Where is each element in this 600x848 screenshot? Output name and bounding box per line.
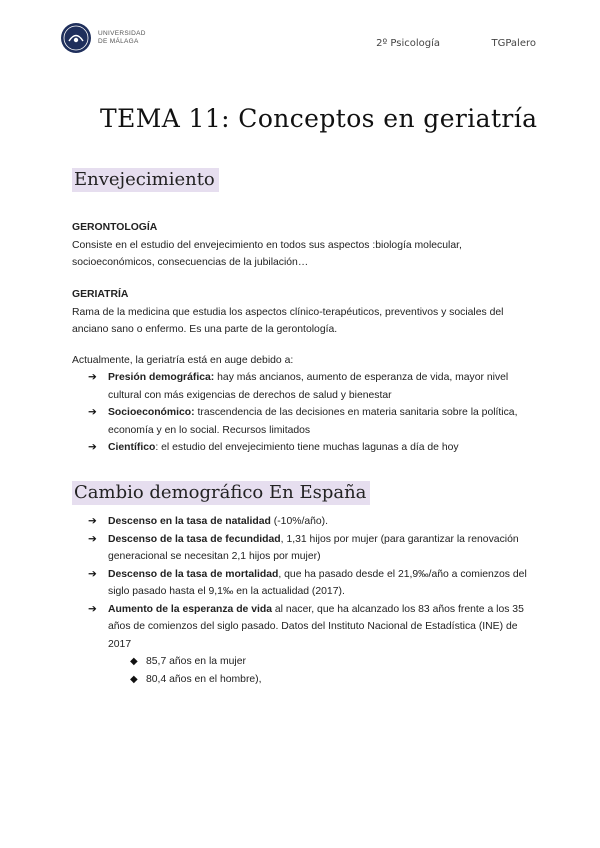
- arrow-icon: ➔: [88, 371, 97, 383]
- item-text: hay más ancianos, aumento de esperanza de vida, mayor nivel cultural con más exigencias de derechos de salud y bienestar: [108, 372, 509, 401]
- list-item: [88, 566, 533, 601]
- item-text: trascendencia de las decisiones en materia sanitaria sobre la política, economía y en lo social. Recursos limitados: [108, 407, 518, 436]
- item-text: (-10%/año).: [270, 516, 329, 527]
- item-label: Presión demográfica:: [108, 372, 215, 383]
- sub-item-text: 80,4 años en el hombre),: [146, 673, 262, 685]
- definition-text: Rama de la medicina que estudia los aspectos clínico-terapéuticos, preventivos y sociales del anciano sano o enfermo. Es una parte de la gerontología.: [72, 306, 504, 335]
- item-text: : el estudio del envejecimiento tiene muchas lagunas a día de hoy: [155, 442, 459, 453]
- list-item: [88, 601, 533, 689]
- definition-text: Consiste en el estudio del envejecimiento en todos sus aspectos :biología molecular, socioeconómicos, consecuencias de la jubilación…: [72, 239, 462, 268]
- university-seal-icon: [60, 22, 92, 54]
- logo-line-1: UNIVERSIDAD: [98, 30, 146, 37]
- arrow-icon: ➔: [88, 515, 97, 527]
- diamond-bullet-icon: ◆: [130, 673, 138, 685]
- logo-line-2: DE MÁLAGA: [98, 38, 139, 45]
- university-logo: [60, 22, 146, 54]
- sub-list-item: [126, 653, 533, 671]
- item-text: , 1,31 hijos por mujer (para garantizar la renovación generacional se necesitan 2,1 hijos por mujer): [108, 533, 519, 562]
- item-label: Científico: [108, 442, 156, 453]
- arrow-icon: ➔: [88, 441, 97, 453]
- arrow-icon: ➔: [88, 406, 97, 418]
- item-text: al nacer, que ha alcanzado los 83 años frente a los 35 años de comienzos del siglo pasado. Datos del Instituto Nacional de Estadística (INE) de 2017: [108, 603, 524, 650]
- demographic-list: [88, 513, 533, 688]
- arrow-icon: ➔: [88, 532, 97, 545]
- section-heading-cambio-demografico: Cambio demográfico En España: [72, 481, 370, 505]
- sub-list-item: [126, 671, 533, 689]
- arrow-icon: ➔: [88, 602, 97, 615]
- page-title: TEMA 11: Conceptos en geriatría: [100, 104, 538, 133]
- sub-item-text: 85,7 años en la mujer: [146, 656, 246, 667]
- list-item: [88, 531, 533, 566]
- list-item: [88, 439, 533, 457]
- author-label: TGPalero: [491, 38, 536, 49]
- intro-paragraph: Actualmente, la geriatría está en auge debido a:: [72, 355, 294, 366]
- item-label: Aumento de la esperanza de vida: [108, 603, 272, 615]
- arrow-icon: ➔: [88, 567, 97, 580]
- item-text: , que ha pasado desde el 21,9‰/año a comienzos del siglo pasado hasta el 9,1‰ en la actualidad (2017).: [108, 568, 527, 597]
- life-expectancy-sublist: [126, 653, 533, 688]
- item-label: Descenso de la tasa de fecundidad: [108, 533, 281, 545]
- list-item: [88, 369, 533, 404]
- term-geriatria: GERIATRÍA: [72, 289, 129, 300]
- list-item: [88, 404, 533, 439]
- item-label: Descenso de la tasa de mortalidad: [108, 568, 279, 580]
- reasons-list: [88, 369, 533, 457]
- item-label: Socioeconómico:: [108, 407, 195, 418]
- page-header: [60, 20, 540, 60]
- list-item: [88, 513, 533, 531]
- item-label: Descenso en la tasa de natalidad: [108, 516, 271, 527]
- diamond-bullet-icon: ◆: [130, 656, 138, 667]
- definition-geriatria: [72, 286, 532, 339]
- term-gerontologia: GERONTOLOGÍA: [72, 222, 158, 233]
- definition-gerontologia: [72, 219, 532, 272]
- section-heading-envejecimiento: Envejecimiento: [72, 168, 219, 192]
- course-label: 2º Psicología: [376, 38, 440, 49]
